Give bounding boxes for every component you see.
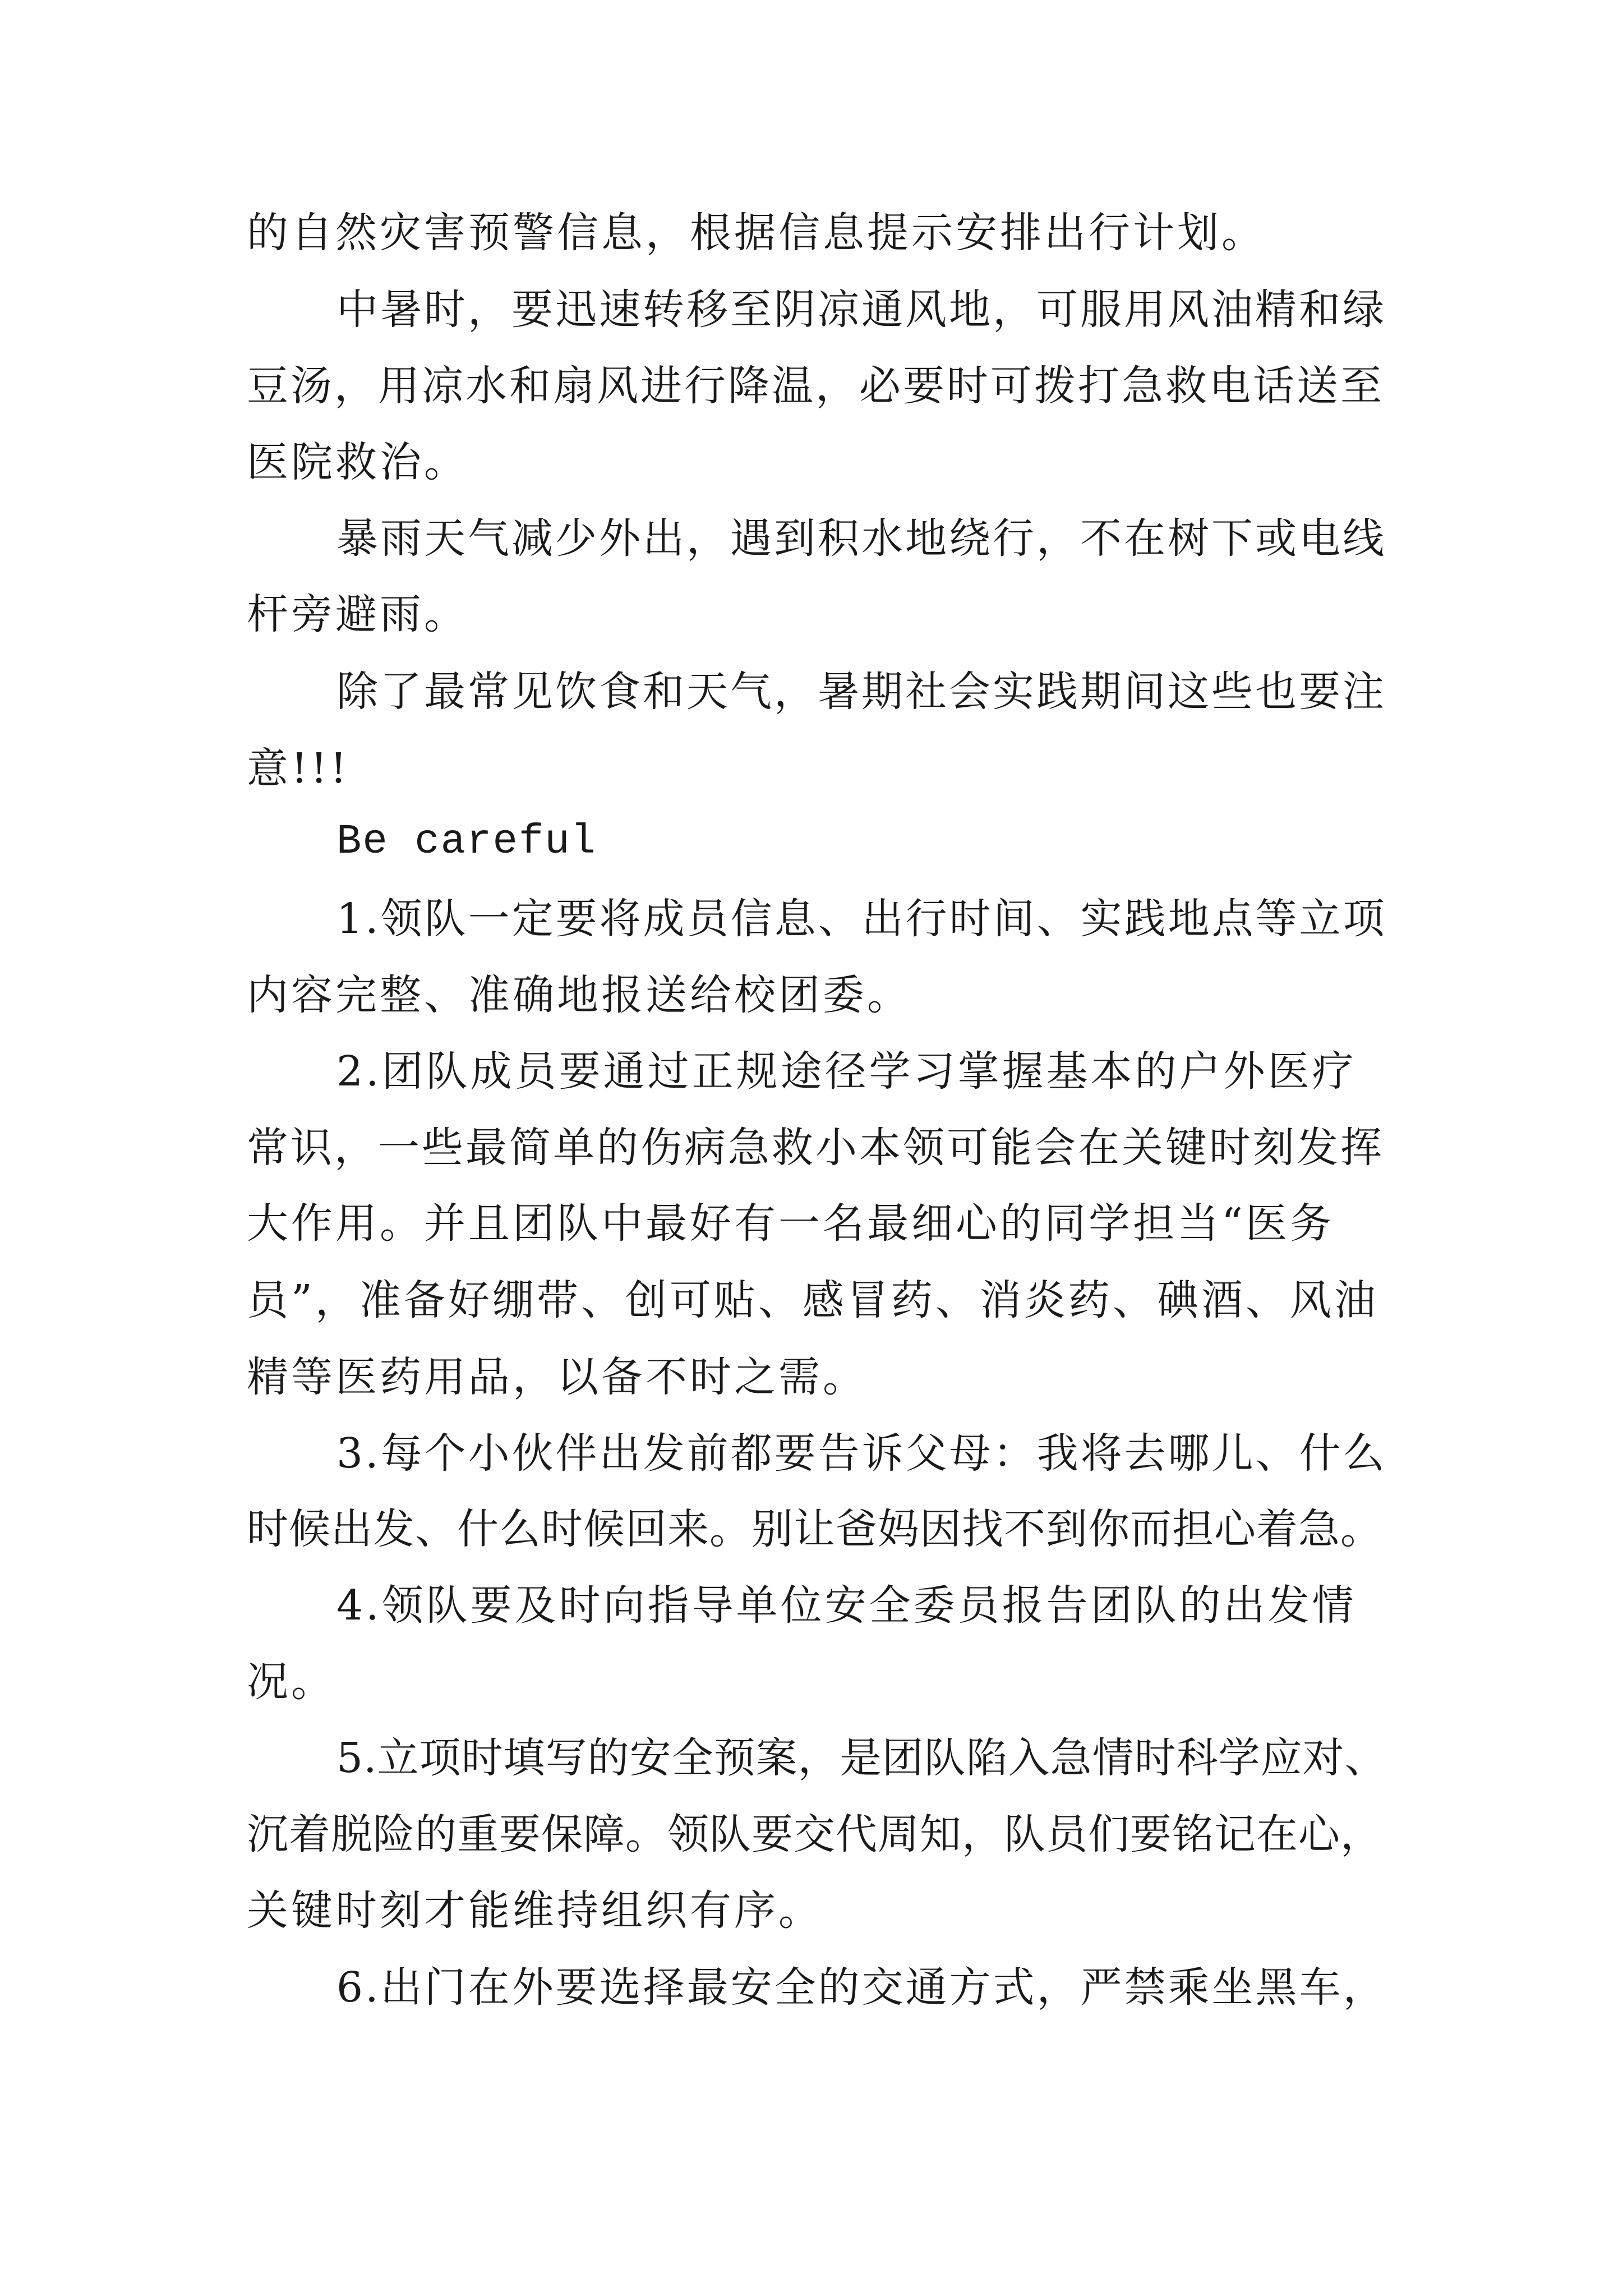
text-line: 暴雨天气减少外出，遇到积水地绕行，不在树下或电线	[336, 514, 1386, 563]
text-line: 杆旁避雨。	[247, 590, 468, 638]
text-line: 时候出发、什么时候回来。别让爸妈因找不到你而担心着急。	[247, 1505, 1382, 1553]
text-line: 医院救治。	[247, 438, 468, 486]
text-line: 3.每个小伙伴出发前都要告诉父母：我将去哪儿、什么	[336, 1429, 1387, 1478]
text-line: Be careful	[336, 818, 597, 866]
text-line: 常识，一些最简单的伤病急救小本领可能会在关键时刻发挥	[247, 1124, 1384, 1172]
text-line: 2.团队成员要通过正规途径学习掌握基本的户外医疗	[336, 1047, 1357, 1096]
text-line: 意!!!	[247, 744, 350, 793]
text-line: 精等医药用品，以备不时之需。	[247, 1353, 867, 1401]
text-line: 除了最常见饮食和天气，暑期社会实践期间这些也要注	[336, 668, 1386, 716]
text-line: 关键时刻才能维持组织有序。	[247, 1887, 823, 1935]
text-line: 4.领队要及时向指导单位安全委员报告团队的出发情	[336, 1581, 1357, 1630]
text-line: 沉着脱险的重要保障。领队要交代周知，队员们要铭记在心，	[247, 1810, 1382, 1858]
text-line: 6.出门在外要选择最安全的交通方式，严禁乘坐黑车，	[336, 1963, 1387, 2012]
text-line: 员”，准备好绷带、创可贴、感冒药、消炎药、碘酒、风油	[247, 1276, 1378, 1324]
text-line: 中暑时，要迅速转移至阴凉通风地，可服用风油精和绿	[336, 286, 1386, 334]
text-line: 况。	[247, 1658, 335, 1706]
text-line: 豆汤，用凉水和扇风进行降温，必要时可拨打急救电话送至	[247, 362, 1384, 410]
text-line: 内容完整、准确地报送给校团委。	[247, 971, 911, 1019]
text-line: 的自然灾害预警信息，根据信息提示安排出行计划。	[247, 209, 1266, 257]
text-line: 1.领队一定要将成员信息、出行时间、实践地点等立项	[336, 895, 1387, 943]
text-line: 5.立项时填写的安全预案，是团队陷入急情时科学应对、	[336, 1734, 1387, 1782]
text-line: 大作用。并且团队中最好有一名最细心的同学担当“医务	[247, 1199, 1334, 1248]
